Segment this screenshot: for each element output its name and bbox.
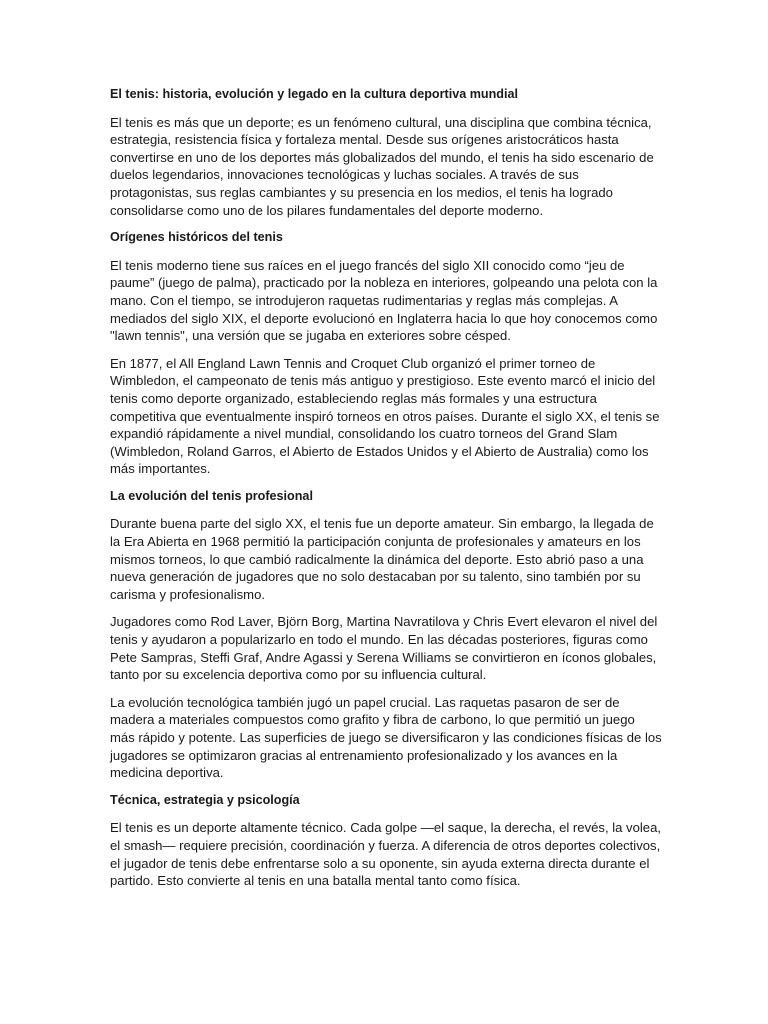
document-page xyxy=(110,86,662,900)
section-tecnica xyxy=(110,792,662,890)
paragraph: En 1877, el All England Lawn Tennis and Croquet Club organizó el primer torneo de Wimbledon, el campeonato de tenis más antiguo y prestigioso. Este evento marcó el inicio del tenis como deporte organizado, estableciendo reglas más formales y una estructura competitiva que eventualmente inspiró torneos en otros países. Durante el siglo XX, el tenis se expandió rápidamente a nivel mundial, consolidando los cuatro torneos del Grand Slam (Wimbledon, Roland Garros, el Abierto de Estados Unidos y el Abierto de Australia) como los más importantes. xyxy=(110,355,660,477)
section-origenes xyxy=(110,229,662,478)
paragraph: La evolución tecnológica también jugó un papel crucial. Las raquetas pasaron de ser de madera a materiales compuestos como grafito y fibra de carbono, lo que permitió un juego más rápido y potente. Las superficies de juego se diversificaron y las condiciones físicas de los jugadores se optimizaron gracias al entrenamiento profesionalizado y los avances en la medicina deportiva. xyxy=(110,694,662,781)
paragraph: El tenis es un deporte altamente técnico. Cada golpe —el saque, la derecha, el revés, la volea, el smash— requiere precisión, coordinación y fuerza. A diferencia de otros deportes colectivos, el jugador de tenis debe enfrentarse solo a su oponente, sin ayuda externa directa durante el partido. Esto convierte al tenis en una batalla mental tanto como física. xyxy=(110,820,661,889)
section-heading: Orígenes históricos del tenis xyxy=(110,230,283,245)
paragraph: Jugadores como Rod Laver, Björn Borg, Martina Navratilova y Chris Evert elevaron el nivel del tenis y ayudaron a popularizarlo en todo el mundo. En las décadas posteriores, figuras como Pete Sampras, Steffi Graf, Andre Agassi y Serena Williams se convirtieron en íconos globales, tanto por su excelencia deportiva como por su influencia cultural. xyxy=(110,614,658,683)
section-heading: Técnica, estrategia y psicología xyxy=(110,792,300,807)
paragraph: El tenis moderno tiene sus raíces en el juego francés del siglo XII conocido como “jeu de paume” (juego de palma), practicado por la nobleza en interiores, golpeando una pelota con la mano. Con el tiempo, se introdujeron raquetas rudimentarias y reglas más complejas. A mediados del siglo XIX, el deporte evolucionó en Inglaterra hacia lo que hoy conocemos como "lawn tennis", una versión que se jugaba en exteriores sobre césped. xyxy=(110,257,658,344)
section-heading: La evolución del tenis profesional xyxy=(110,488,313,503)
intro-paragraph: El tenis es más que un deporte; es un fenómeno cultural, una disciplina que combina técnica, estrategia, resistencia física y fortaleza mental. Desde sus orígenes aristocráticos hasta convertirse en uno de los deportes más globalizados del mundo, el tenis ha sido escenario de duelos legendarios, innovaciones tecnológicas y luchas sociales. A través de sus protagonistas, sus reglas cambiantes y su presencia en los medios, el tenis ha logrado consolidarse como uno de los pilares fundamentales del deporte moderno. xyxy=(110,114,654,218)
section-evolucion xyxy=(110,488,662,782)
document-title: El tenis: historia, evolución y legado en la cultura deportiva mundial xyxy=(110,87,518,101)
paragraph: Durante buena parte del siglo XX, el tenis fue un deporte amateur. Sin embargo, la llegada de la Era Abierta en 1968 permitió la participación conjunta de profesionales y amateurs en los mismos torneos, lo que cambió radicalmente la dinámica del deporte. Esto abrió paso a una nueva generación de jugadores que no solo destacaban por su talento, sino también por su carisma y profesionalismo. xyxy=(110,516,654,602)
